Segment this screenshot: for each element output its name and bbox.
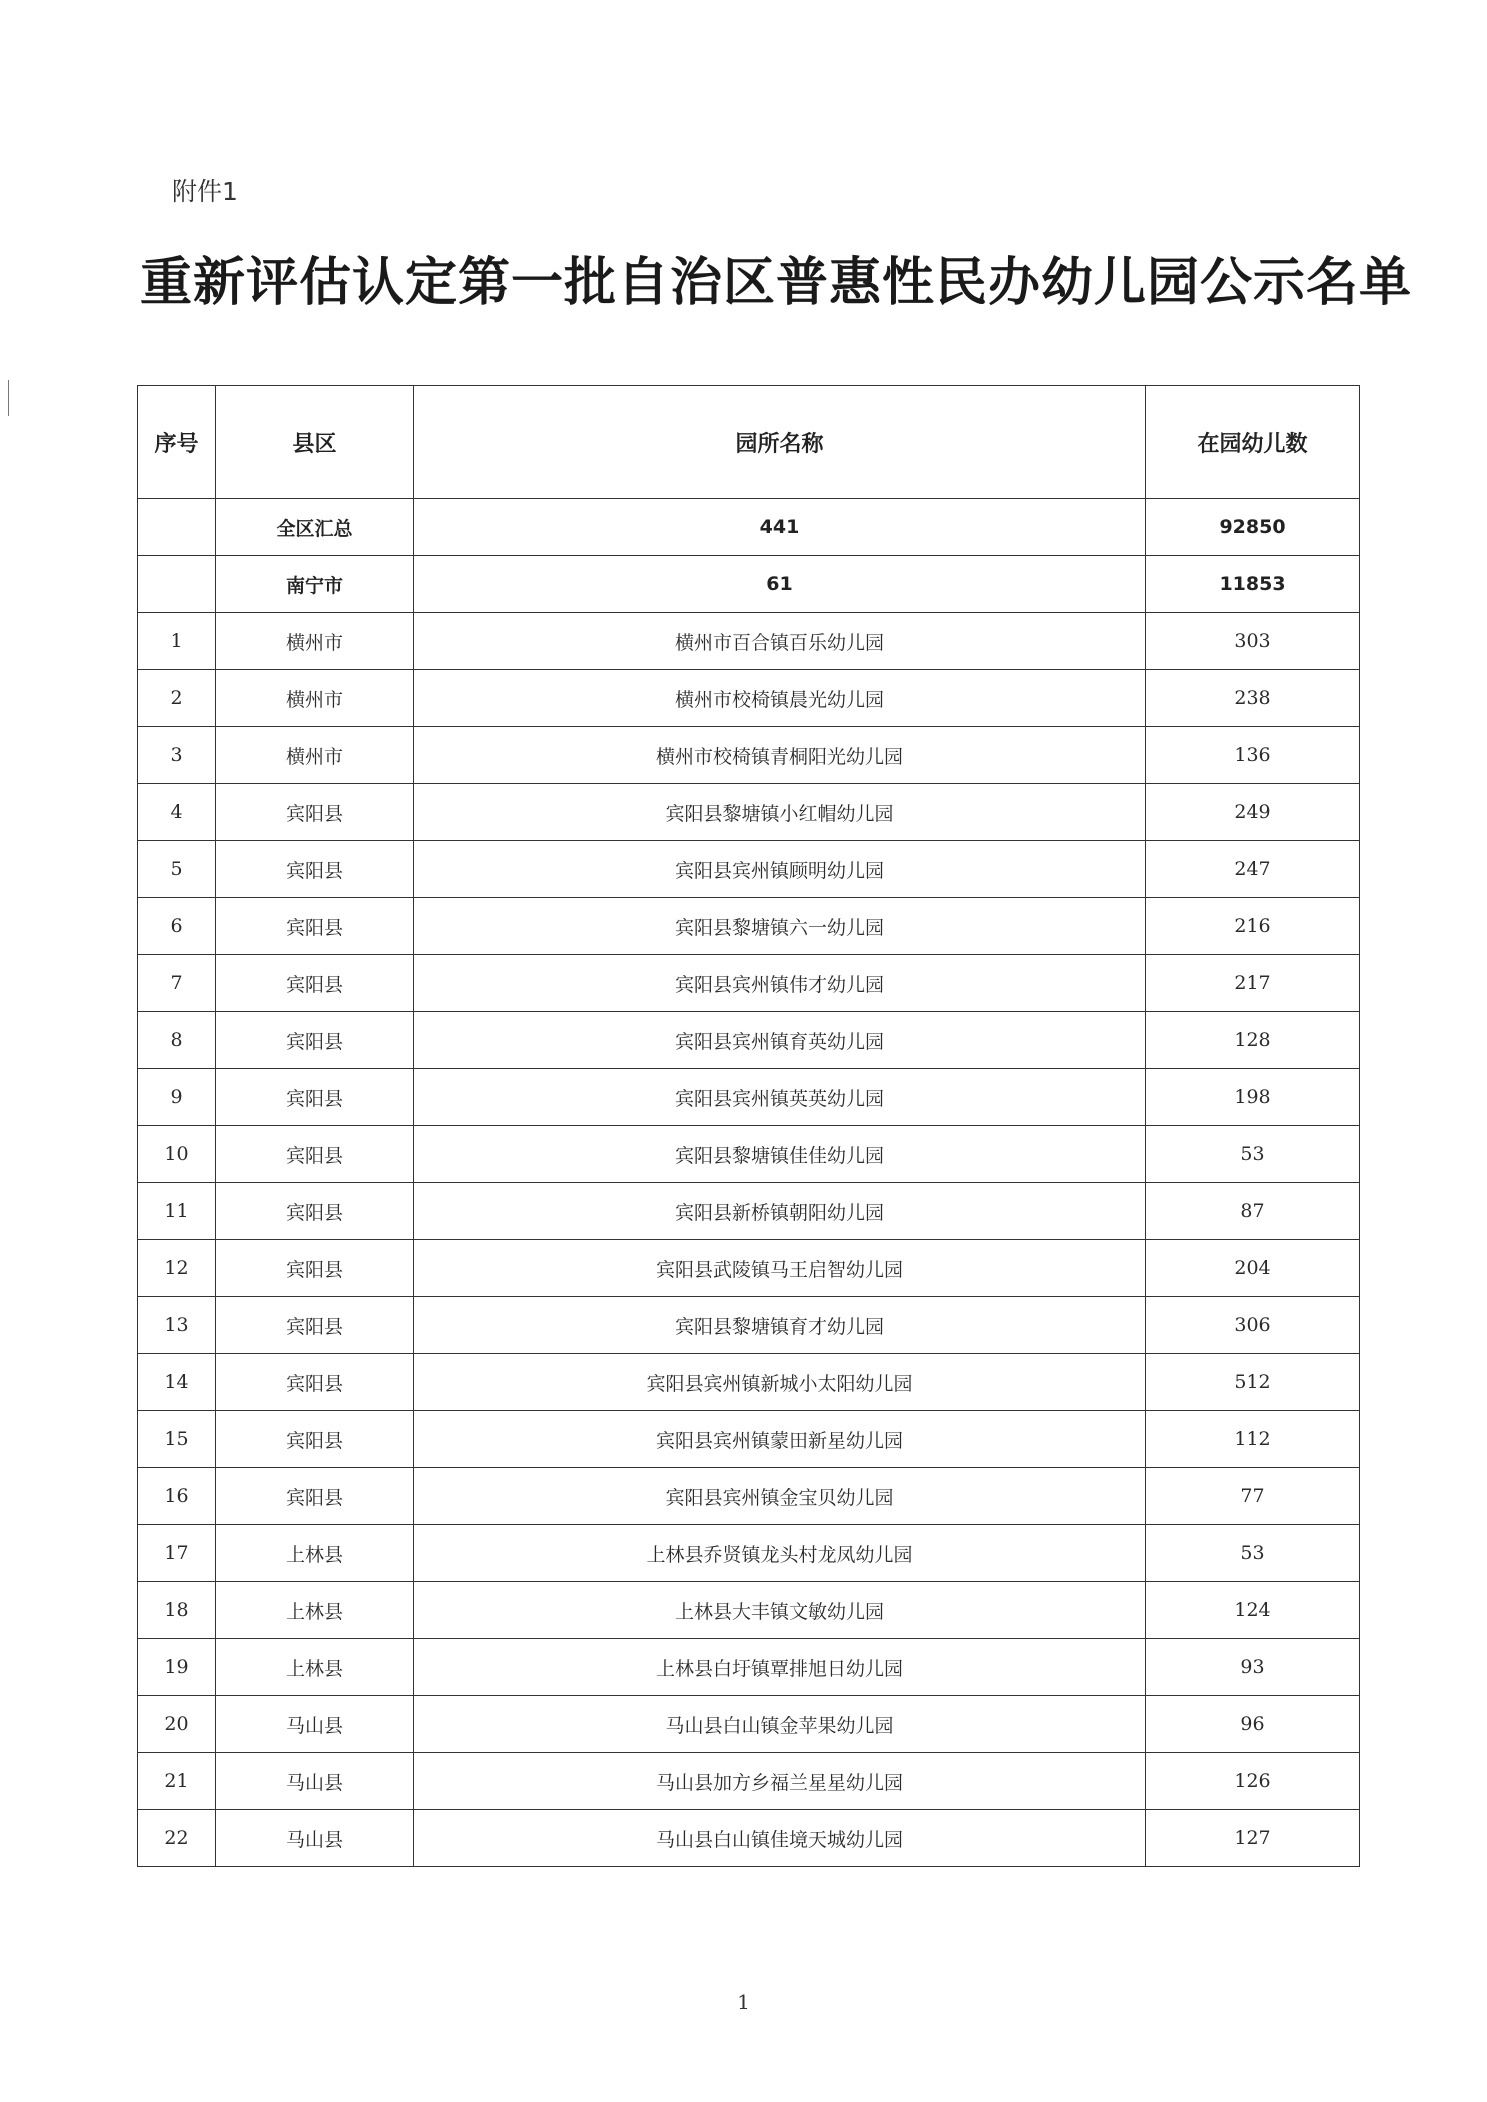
cell-count: 249 <box>1146 784 1360 841</box>
cell-name: 上林县白圩镇覃排旭日幼儿园 <box>414 1639 1146 1696</box>
scan-margin-mark <box>8 380 9 416</box>
cell-count: 93 <box>1146 1639 1360 1696</box>
cell-name: 宾阳县新桥镇朝阳幼儿园 <box>414 1183 1146 1240</box>
table-row <box>138 1183 1360 1240</box>
cell-count: 216 <box>1146 898 1360 955</box>
table-row <box>138 1582 1360 1639</box>
cell-name: 宾阳县宾州镇新城小太阳幼儿园 <box>414 1354 1146 1411</box>
cell-count: 136 <box>1146 727 1360 784</box>
cell-name: 宾阳县宾州镇蒙田新星幼儿园 <box>414 1411 1146 1468</box>
cell-name: 马山县白山镇佳境天城幼儿园 <box>414 1810 1146 1867</box>
table-row <box>138 898 1360 955</box>
cell-county: 上林县 <box>216 1582 414 1639</box>
table-row <box>138 1696 1360 1753</box>
table-row <box>138 613 1360 670</box>
table-row <box>138 1354 1360 1411</box>
cell-name: 宾阳县武陵镇马王启智幼儿园 <box>414 1240 1146 1297</box>
cell-county: 宾阳县 <box>216 1183 414 1240</box>
cell-name: 宾阳县宾州镇伟才幼儿园 <box>414 955 1146 1012</box>
cell-count: 112 <box>1146 1411 1360 1468</box>
cell-index: 12 <box>138 1240 216 1297</box>
cell-county: 横州市 <box>216 727 414 784</box>
cell-name: 宾阳县宾州镇金宝贝幼儿园 <box>414 1468 1146 1525</box>
summary-row <box>138 499 1360 556</box>
table-row <box>138 955 1360 1012</box>
cell-index: 18 <box>138 1582 216 1639</box>
cell-index: 14 <box>138 1354 216 1411</box>
cell-index: 1 <box>138 613 216 670</box>
table-row <box>138 1012 1360 1069</box>
header-index: 序号 <box>138 386 216 499</box>
cell-count: 128 <box>1146 1012 1360 1069</box>
table-row <box>138 1753 1360 1810</box>
cell-name: 宾阳县黎塘镇育才幼儿园 <box>414 1297 1146 1354</box>
cell-count: 204 <box>1146 1240 1360 1297</box>
summary-cell-name: 61 <box>414 556 1146 613</box>
cell-index: 7 <box>138 955 216 1012</box>
cell-count: 127 <box>1146 1810 1360 1867</box>
cell-name: 上林县乔贤镇龙头村龙凤幼儿园 <box>414 1525 1146 1582</box>
table-row <box>138 1069 1360 1126</box>
cell-county: 宾阳县 <box>216 1468 414 1525</box>
table-row <box>138 727 1360 784</box>
cell-count: 198 <box>1146 1069 1360 1126</box>
cell-county: 宾阳县 <box>216 841 414 898</box>
cell-name: 横州市百合镇百乐幼儿园 <box>414 613 1146 670</box>
cell-county: 宾阳县 <box>216 1126 414 1183</box>
cell-county: 宾阳县 <box>216 955 414 1012</box>
cell-name: 马山县白山镇金苹果幼儿园 <box>414 1696 1146 1753</box>
cell-index: 21 <box>138 1753 216 1810</box>
cell-index: 13 <box>138 1297 216 1354</box>
cell-county: 横州市 <box>216 670 414 727</box>
table-row <box>138 1810 1360 1867</box>
cell-index: 5 <box>138 841 216 898</box>
table-body <box>138 499 1360 1867</box>
table-row <box>138 670 1360 727</box>
cell-county: 马山县 <box>216 1696 414 1753</box>
summary-cell-name: 441 <box>414 499 1146 556</box>
cell-name: 横州市校椅镇晨光幼儿园 <box>414 670 1146 727</box>
page-number: 1 <box>737 1990 750 2014</box>
cell-index: 9 <box>138 1069 216 1126</box>
summary-cell-count: 11853 <box>1146 556 1360 613</box>
table-row <box>138 1240 1360 1297</box>
header-county: 县区 <box>216 386 414 499</box>
summary-cell-index <box>138 499 216 556</box>
cell-count: 53 <box>1146 1126 1360 1183</box>
cell-index: 2 <box>138 670 216 727</box>
cell-name: 宾阳县宾州镇育英幼儿园 <box>414 1012 1146 1069</box>
summary-cell-county: 南宁市 <box>216 556 414 613</box>
cell-count: 238 <box>1146 670 1360 727</box>
cell-index: 17 <box>138 1525 216 1582</box>
cell-count: 217 <box>1146 955 1360 1012</box>
summary-cell-count: 92850 <box>1146 499 1360 556</box>
summary-cell-index <box>138 556 216 613</box>
table-row <box>138 1525 1360 1582</box>
table-header-row <box>138 386 1360 499</box>
table-row <box>138 784 1360 841</box>
cell-county: 宾阳县 <box>216 898 414 955</box>
attachment-label: 附件1 <box>172 177 238 206</box>
cell-count: 303 <box>1146 613 1360 670</box>
cell-county: 宾阳县 <box>216 1411 414 1468</box>
cell-name: 上林县大丰镇文敏幼儿园 <box>414 1582 1146 1639</box>
table-row <box>138 1411 1360 1468</box>
header-name: 园所名称 <box>414 386 1146 499</box>
table-row <box>138 1468 1360 1525</box>
cell-index: 11 <box>138 1183 216 1240</box>
cell-index: 16 <box>138 1468 216 1525</box>
cell-name: 宾阳县宾州镇顾明幼儿园 <box>414 841 1146 898</box>
table-row <box>138 1297 1360 1354</box>
cell-count: 126 <box>1146 1753 1360 1810</box>
cell-count: 512 <box>1146 1354 1360 1411</box>
cell-name: 横州市校椅镇青桐阳光幼儿园 <box>414 727 1146 784</box>
cell-count: 96 <box>1146 1696 1360 1753</box>
cell-index: 8 <box>138 1012 216 1069</box>
cell-county: 宾阳县 <box>216 784 414 841</box>
table-row <box>138 841 1360 898</box>
cell-count: 124 <box>1146 1582 1360 1639</box>
cell-count: 247 <box>1146 841 1360 898</box>
cell-county: 宾阳县 <box>216 1297 414 1354</box>
cell-name: 宾阳县黎塘镇佳佳幼儿园 <box>414 1126 1146 1183</box>
table-row <box>138 1639 1360 1696</box>
cell-index: 15 <box>138 1411 216 1468</box>
cell-county: 上林县 <box>216 1639 414 1696</box>
cell-county: 宾阳县 <box>216 1354 414 1411</box>
cell-index: 20 <box>138 1696 216 1753</box>
cell-county: 宾阳县 <box>216 1240 414 1297</box>
cell-county: 上林县 <box>216 1525 414 1582</box>
cell-name: 马山县加方乡福兰星星幼儿园 <box>414 1753 1146 1810</box>
cell-count: 306 <box>1146 1297 1360 1354</box>
cell-count: 53 <box>1146 1525 1360 1582</box>
kindergarten-table <box>137 385 1360 1867</box>
cell-county: 宾阳县 <box>216 1069 414 1126</box>
cell-name: 宾阳县宾州镇英英幼儿园 <box>414 1069 1146 1126</box>
table-row <box>138 1126 1360 1183</box>
summary-row <box>138 556 1360 613</box>
cell-county: 马山县 <box>216 1810 414 1867</box>
summary-cell-county: 全区汇总 <box>216 499 414 556</box>
cell-county: 马山县 <box>216 1753 414 1810</box>
cell-county: 横州市 <box>216 613 414 670</box>
cell-index: 4 <box>138 784 216 841</box>
cell-index: 10 <box>138 1126 216 1183</box>
cell-count: 87 <box>1146 1183 1360 1240</box>
cell-index: 3 <box>138 727 216 784</box>
cell-count: 77 <box>1146 1468 1360 1525</box>
header-count: 在园幼儿数 <box>1146 386 1360 499</box>
cell-index: 6 <box>138 898 216 955</box>
document-title: 重新评估认定第一批自治区普惠性民办幼儿园公示名单 <box>140 253 1413 313</box>
cell-name: 宾阳县黎塘镇小红帽幼儿园 <box>414 784 1146 841</box>
cell-county: 宾阳县 <box>216 1012 414 1069</box>
cell-index: 22 <box>138 1810 216 1867</box>
cell-index: 19 <box>138 1639 216 1696</box>
cell-name: 宾阳县黎塘镇六一幼儿园 <box>414 898 1146 955</box>
